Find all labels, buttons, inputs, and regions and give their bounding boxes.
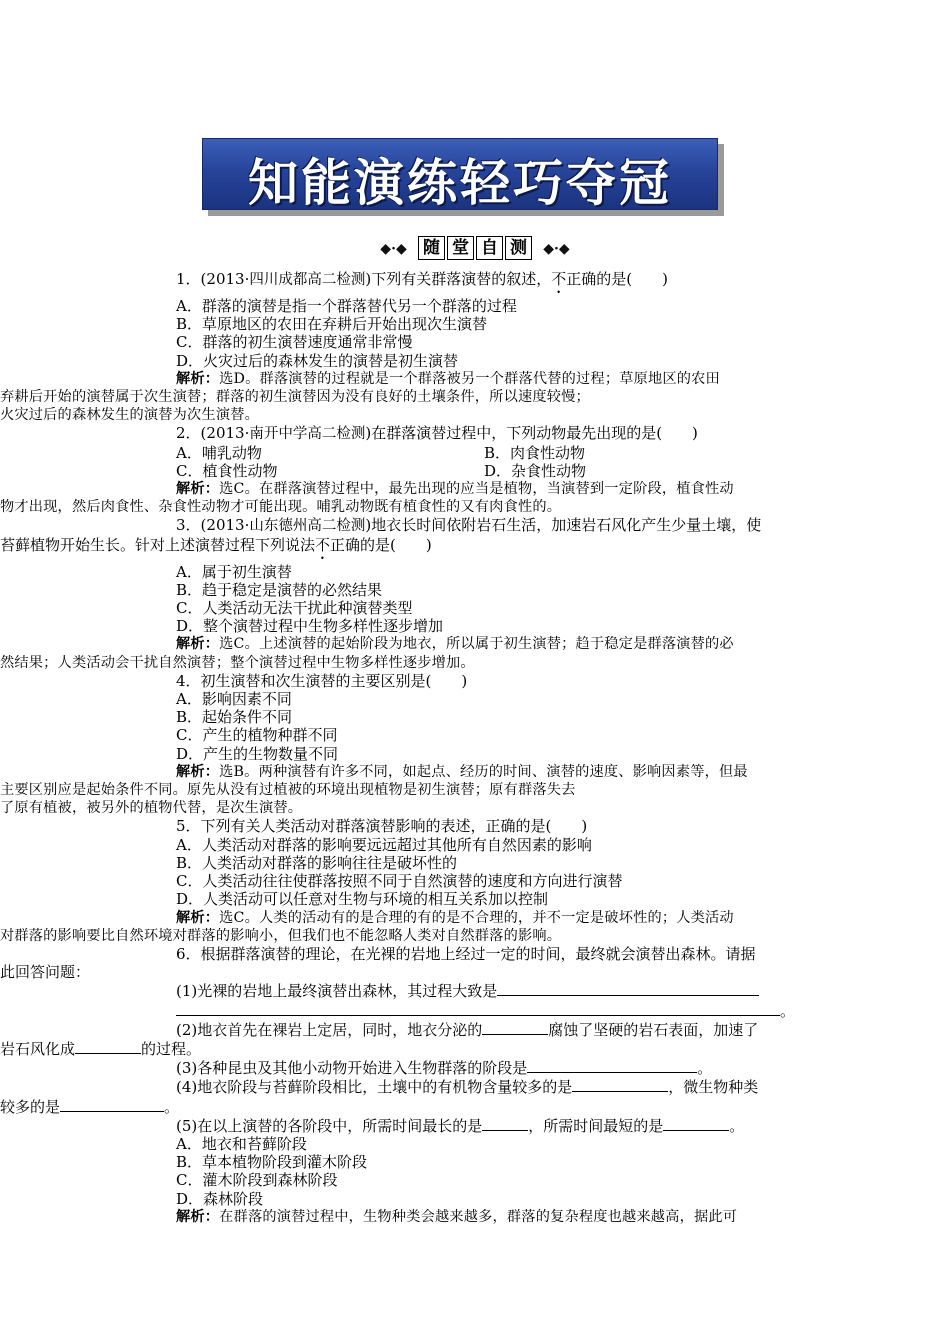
answer-blank[interactable] [482, 1020, 548, 1035]
q1-analysis-2: 弃耕后开始的演替属于次生演替；群落的初生演替因为没有良好的土壤条件，所以速度较慢； [0, 389, 590, 406]
q4-analysis-2: 主要区别应是起始条件不同。原先从没有过植被的环境出现植物是初生演替；原有群落失去 [0, 782, 576, 799]
q2-source: 南开中学高二检测 [249, 426, 366, 443]
q4-option-a: A．影响因素不同 [176, 690, 292, 709]
diamond-right-icon: ◆·◆ [543, 241, 570, 257]
q3-stem-1: 3．(2013·山东德州高二检测)地衣长时间依附岩石生活，加速岩石风化产生少量土壤，使 [176, 516, 762, 535]
q5-analysis-1: 解析：选C。人类的活动有的是合理的有的是不合理的，并不一定是破坏性的；人类活动 [176, 909, 734, 926]
q4-stem: 4．初生演替和次生演替的主要区别是( ) [176, 671, 468, 690]
q5-option-b: B．人类活动对群落的影响往往是破坏性的 [176, 853, 458, 872]
q3-analysis-2: 然结果；人类活动会干扰自然演替；整个演替过程中生物多样性逐步增加。 [0, 654, 475, 671]
q6-option-c: C．灌木阶段到森林阶段 [176, 1171, 338, 1190]
q2-analysis-2: 物才出现，然后肉食性、杂食性动物才可能出现。哺乳动物既有植食性的又有肉食性的。 [0, 499, 562, 516]
q1-option-c: C．群落的初生演替速度通常非常慢 [176, 333, 413, 352]
q6-part-2-cont: 岩石风化成 的过程。 [0, 1039, 202, 1058]
q3-analysis-1: 解析：选C。上述演替的起始阶段为地衣，所以属于初生演替；趋于稳定是群落演替的必 [176, 636, 734, 653]
q3-stem-2: 苔藓植物开始生长。针对上述演替过程下列说法不正确的是( ) [0, 535, 432, 554]
title-banner [202, 138, 718, 210]
q2-option-c: C．植食性动物 [176, 461, 278, 480]
q6-part-4-cont: 较多的是 。 [0, 1097, 180, 1116]
q1-source: 四川成都高二检测 [249, 272, 366, 288]
answer-blank[interactable] [482, 1116, 528, 1131]
diamond-left-icon: ◆·◆ [380, 241, 407, 257]
section-char-1: 随 [418, 236, 445, 260]
question-list [0, 270, 808, 1226]
q4-analysis-3: 了原有植被，被另外的植物代替，是次生演替。 [0, 800, 303, 817]
q6-option-d: D．森林阶段 [176, 1189, 264, 1208]
q5-option-c: C．人类活动往往使群落按照不同于自然演替的速度和方向进行演替 [176, 872, 623, 891]
q1-analysis-3: 火灾过后的森林发生的演替为次生演替。 [0, 407, 259, 424]
q3-option-b: B．趋于稳定是演替的必然结果 [176, 580, 383, 599]
answer-blank[interactable] [572, 1077, 668, 1092]
q4-option-d: D．产生的生物数量不同 [176, 744, 339, 763]
q6-stem-2: 此回答问题： [0, 963, 91, 982]
q2-option-d: D．杂食性动物 [484, 461, 587, 480]
q6-part-4: (4)地衣阶段与苔藓阶段相比，土壤中的有机物含量较多的是 ，微生物种类 [176, 1078, 759, 1097]
q2-option-b: B．肉食性动物 [484, 443, 586, 462]
section-char-3: 自 [476, 236, 503, 260]
banner-title: 知能演练轻巧夺冠 [248, 153, 672, 212]
q2-option-a: A．哺乳动物 [176, 443, 262, 462]
q6-part-5: (5)在以上演替的各阶段中，所需时间最长的是 ，所需时间最短的是 。 [176, 1116, 745, 1135]
section-header [0, 236, 950, 260]
q3-option-d: D．整个演替过程中生物多样性逐步增加 [176, 617, 444, 636]
q2-analysis-1: 解析：选C。在群落演替过程中，最先出现的应当是植物，当演替到一定阶段，植食性动 [176, 481, 734, 498]
q1-option-d: D．火灾过后的森林发生的演替是初生演替 [176, 351, 459, 370]
answer-blank[interactable] [497, 981, 759, 996]
q2-options-row-1 [176, 444, 808, 462]
q6-part-2: (2)地衣首先在裸岩上定居，同时，地衣分泌的 腐蚀了坚硬的岩石表面，加速了 [176, 1020, 759, 1039]
q6-stem-1: 6．根据群落演替的理论，在光裸的岩地上经过一定的时间，最终就会演替出森林。请据 [176, 944, 756, 963]
q6-analysis-1: 解析：在群落的演替过程中，生物种类会越来越多，群落的复杂程度也越来越高，据此可 [176, 1208, 738, 1225]
q5-option-d: D．人类活动可以任意对生物与环境的相互关系加以控制 [176, 890, 549, 909]
q3-option-c: C．人类活动无法干扰此种演替类型 [176, 599, 413, 618]
answer-blank[interactable] [60, 1097, 164, 1112]
q4-analysis-1: 解析：选B。两种演替有许多不同，如起点、经历的时间、演替的速度、影响因素等，但最 [176, 763, 748, 780]
q6-option-a: A．地衣和苔藓阶段 [176, 1134, 307, 1153]
q4-option-c: C．产生的植物种群不同 [176, 726, 338, 745]
q1-option-b: B．草原地区的农田在弃耕后开始出现次生演替 [176, 315, 488, 334]
q5-option-a: A．人类活动对群落的影响要远远超过其他所有自然因素的影响 [176, 835, 592, 854]
answer-blank[interactable] [75, 1039, 141, 1054]
q5-stem: 5．下列有关人类活动对群落演替影响的表述，正确的是( ) [176, 817, 588, 836]
answer-blank[interactable] [527, 1058, 697, 1073]
q2-stem: 2．(2013·南开中学高二检测)在群落演替过程中，下列动物最先出现的是( ) [176, 424, 698, 443]
answer-blank[interactable] [176, 1001, 780, 1016]
q4-option-b: B．起始条件不同 [176, 708, 293, 727]
section-char-2: 堂 [447, 236, 474, 260]
q6-part-3: (3)各种昆虫及其他小动物开始进入生物群落的阶段是 。 [176, 1059, 713, 1078]
q5-analysis-2: 对群落的影响要比自然环境对群落的影响小，但我们也不能忽略人类对自然群落的影响。 [0, 927, 562, 944]
q3-source: 山东德州高二检测 [249, 518, 366, 535]
section-char-4: 测 [505, 236, 532, 260]
answer-blank[interactable] [663, 1116, 729, 1131]
q6-part-1: (1)光裸的岩地上最终演替出森林，其过程大致是 [176, 981, 808, 1000]
q6-option-b: B．草本植物阶段到灌木阶段 [176, 1153, 368, 1172]
q6-part-1-cont: 。 [176, 1001, 808, 1020]
q1-stem: 1．(2013·四川成都高二检测)下列有关群落演替的叙述，不正确的是( ) [176, 270, 668, 288]
q1-option-a: A．群落的演替是指一个群落替代另一个群落的过程 [176, 297, 517, 315]
q1-analysis-1: 解析：选D。群落演替的过程就是一个群落被另一个群落代替的过程；草原地区的农田 [176, 370, 720, 387]
q3-option-a: A．属于初生演替 [176, 562, 292, 581]
q2-options-row-2 [176, 462, 808, 480]
